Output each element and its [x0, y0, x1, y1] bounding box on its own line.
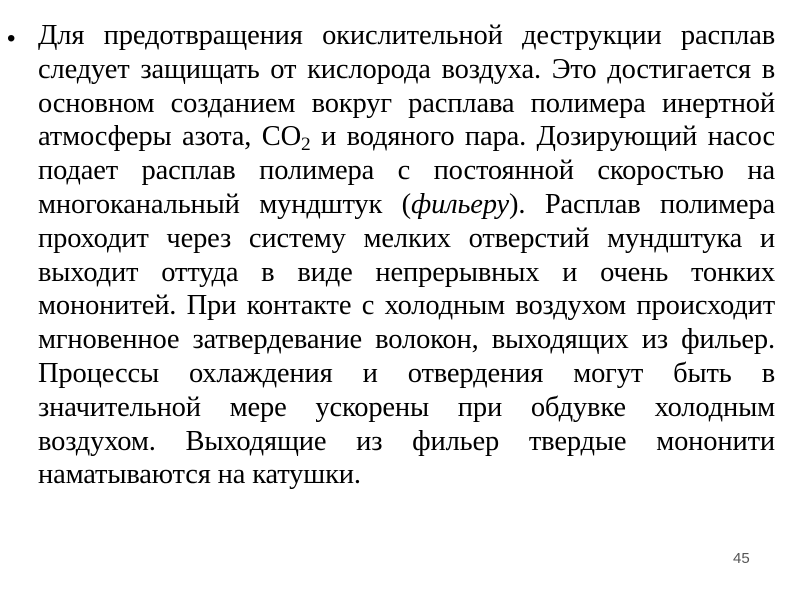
paragraph-text-part-1: Для предотвращения окислительной деструкции расплав следует защищать от кислорода воздуха. Это достигается в основном созданием вокруг расплава полимера инертной атмосферы азота, СО — [38, 20, 775, 153]
italic-term: фильеру — [411, 188, 510, 220]
co2-subscript: 2 — [301, 134, 311, 156]
bullet-marker: • — [7, 25, 16, 52]
paragraph-text-part-3: ). Расплав полимера проходит через систему мелких отверстий мундштука и выходит оттуда в виде непрерывных и очень тонких мононитей. При контакте с холодным воздухом происходит мгновенное затвердевание волокон, выходящих из фильер. Процессы охлаждения и отвердения могут быть в значительной мере ускорены при обдувке холодным воздухом. Выходящие из фильер твердые мононити наматываются на катушки. — [38, 188, 775, 491]
paragraph-text-part-2: и водяного пара. Дозирующий насос подает расплав полимера с постоянной скоростью на многоканальный мундштук ( — [38, 121, 775, 220]
page-number: 45 — [733, 550, 750, 567]
body-paragraph — [38, 19, 775, 492]
